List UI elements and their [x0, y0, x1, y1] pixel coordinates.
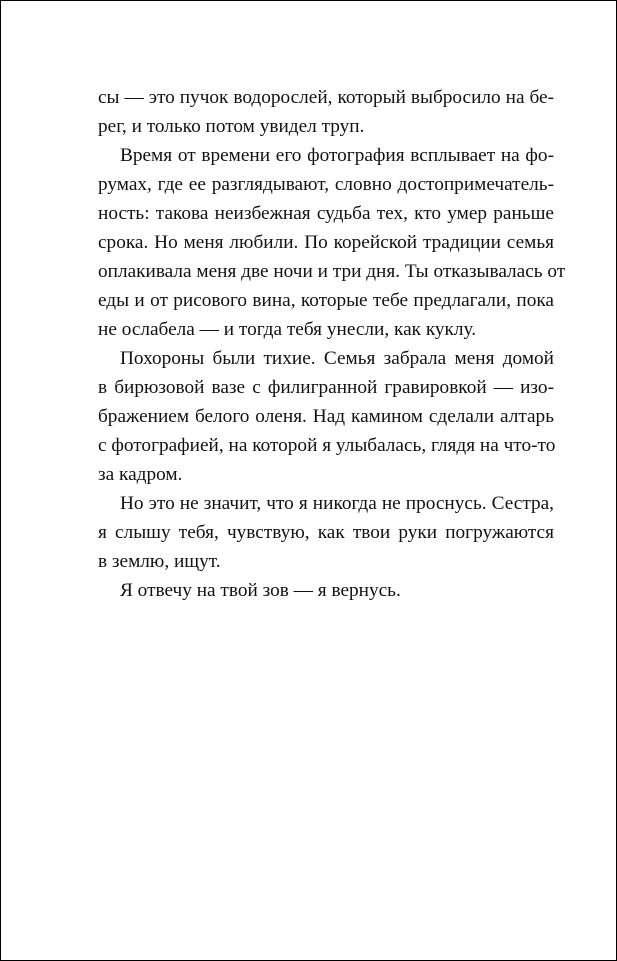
paragraph	[98, 344, 554, 489]
text-line: сы — это пучок водорослей, который выбросило на бе-	[98, 87, 554, 108]
text-line: румах, где ее разглядывают, словно достопримечатель-	[98, 174, 554, 195]
text-line: рег, и только потом увидел труп.	[98, 116, 365, 137]
text-line: Время от времени его фотография всплывает на фо-	[120, 145, 554, 166]
text-line: ность: такова неизбежная судьба тех, кто умер раньше	[98, 203, 554, 224]
text-line: срока. Но меня любили. По корейской традиции семья	[98, 232, 554, 253]
text-line: за кадром.	[98, 464, 183, 485]
paragraph	[98, 83, 554, 141]
text-line: в бирюзовой вазе с филигранной гравировкой — изо-	[98, 377, 554, 398]
text-line: я слышу тебя, чувствую, как твои руки погружаются	[98, 522, 554, 543]
text-line: оплакивала меня две ночи и три дня. Ты отказывалась от	[98, 261, 566, 282]
text-line: Я отвечу на твой зов — я вернусь.	[120, 580, 401, 601]
text-line: не ослабела — и тогда тебя унесли, как куклу.	[98, 319, 477, 340]
text-line: в землю, ищут.	[98, 551, 221, 572]
paragraph	[98, 141, 566, 344]
text-line: еды и от рисового вина, которые тебе предлагали, пока	[98, 290, 554, 311]
text-line: бражением белого оленя. Над камином сделали алтарь	[98, 406, 554, 427]
paragraph	[98, 576, 554, 605]
text-line: Но это не значит, что я никогда не проснусь. Сестра,	[120, 493, 554, 514]
page-text	[98, 83, 566, 605]
text-line: Похороны были тихие. Семья забрала меня домой	[120, 348, 554, 369]
paragraph	[98, 489, 554, 576]
text-line: с фотографией, на которой я улыбалась, глядя на что-то	[98, 435, 556, 456]
